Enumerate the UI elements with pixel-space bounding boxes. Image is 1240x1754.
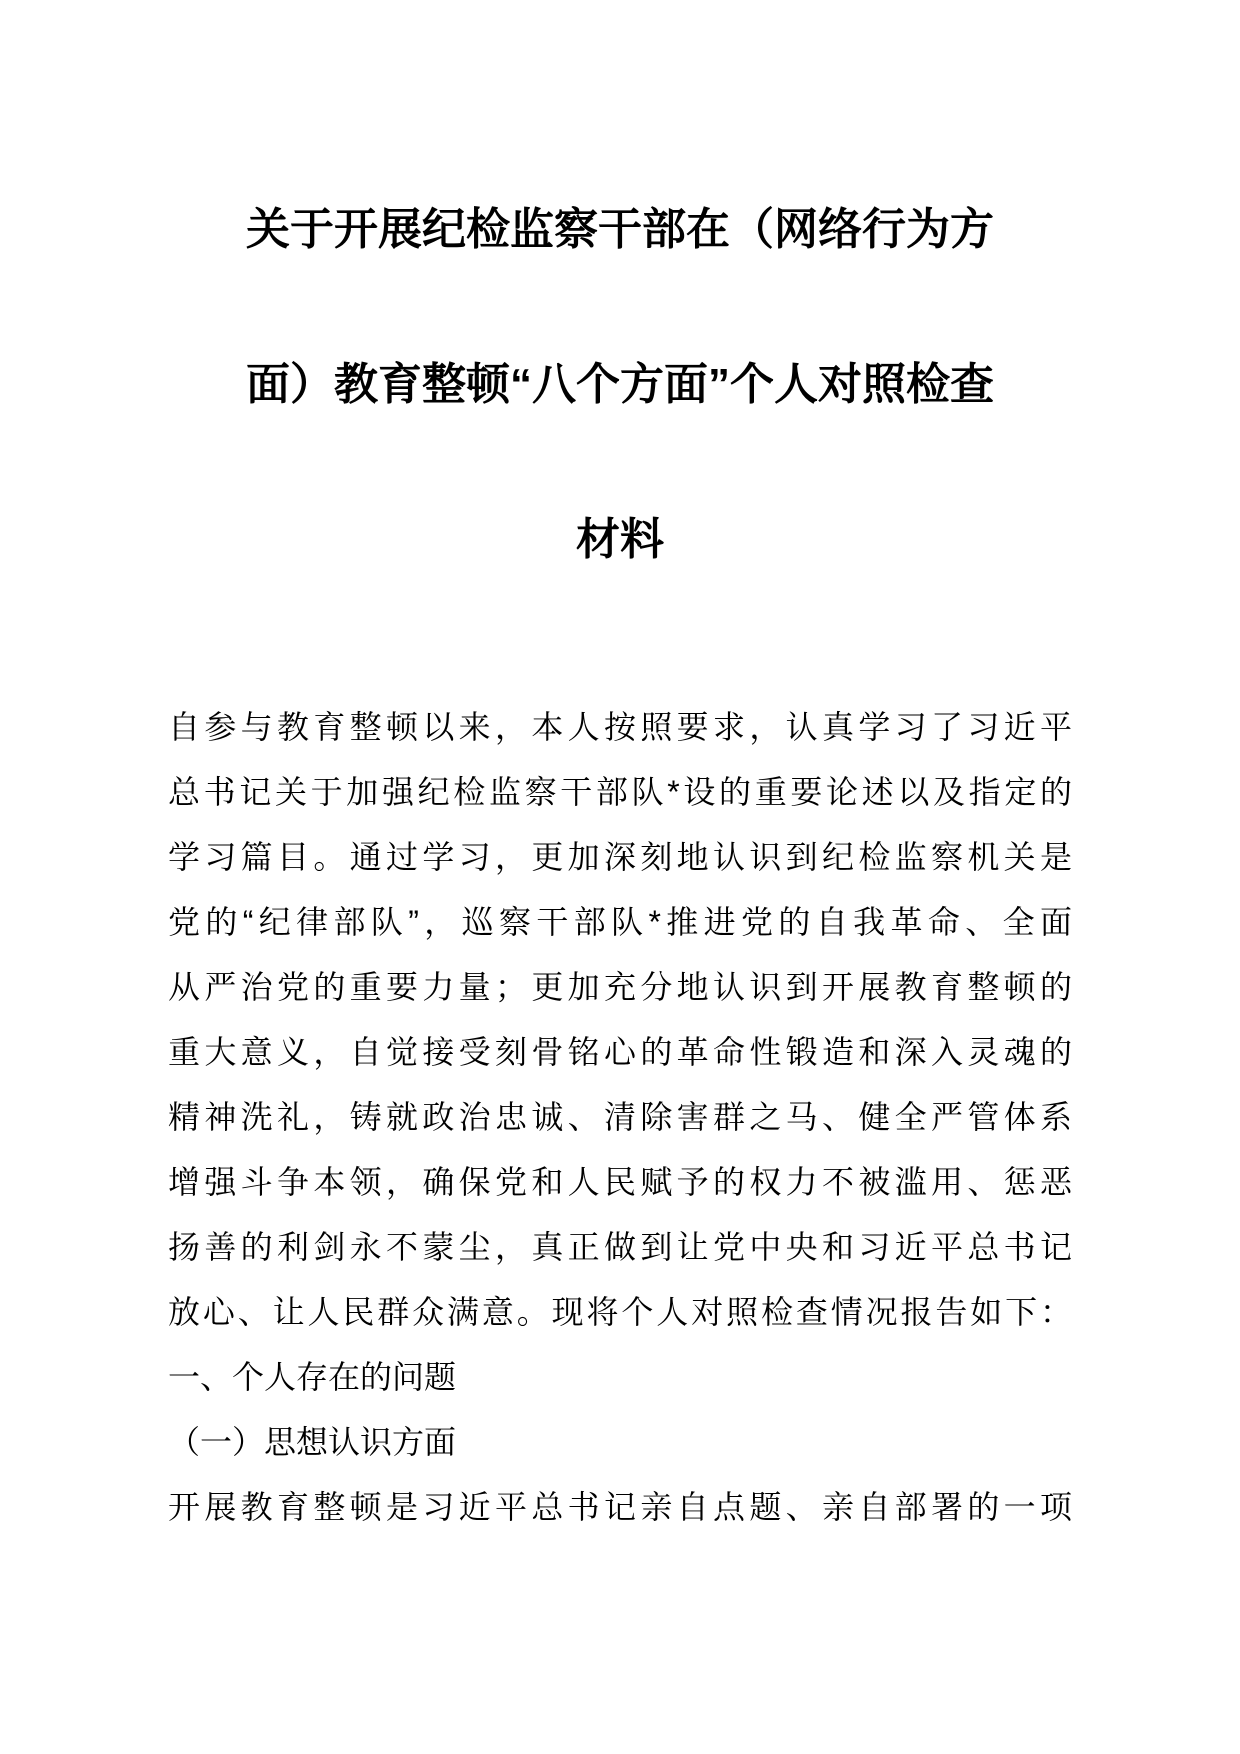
body-line: 增强斗争本领，确保党和人民赋予的权力不被滥用、惩恶 [168,1164,1072,1200]
body-line: 党的“纪律部队”，巡察干部队*推进党的自我革命、全面 [168,904,1072,940]
body-line: 开展教育整顿是习近平总书记亲自点题、亲自部署的一项 [168,1489,1072,1525]
body-line: 重大意义，自觉接受刻骨铭心的革命性锻造和深入灵魂的 [168,1034,1072,1070]
body-line: 放心、让人民群众满意。现将个人对照检查情况报告如下： [168,1294,1072,1330]
title-line-1: 关于开展纪检监察干部在（网络行为方 [246,205,994,254]
body-line: 从严治党的重要力量；更加充分地认识到开展教育整顿的 [168,969,1072,1005]
body-line-section-heading: 一、个人存在的问题 [168,1359,457,1395]
body-line-subsection-heading: （一）思想认识方面 [168,1424,457,1460]
title-line-3: 材料 [576,515,664,564]
body-line: 总书记关于加强纪检监察干部队*设的重要论述以及指定的 [168,774,1072,810]
title-line-2: 面）教育整顿“八个方面”个人对照检查 [246,360,994,409]
document-body [168,695,1072,1540]
body-line: 学习篇目。通过学习，更加深刻地认识到纪检监察机关是 [168,839,1072,875]
body-line: 扬善的利剑永不蒙尘，真正做到让党中央和习近平总书记 [168,1229,1072,1265]
document-title [168,152,1072,617]
body-line: 精神洗礼，铸就政治忠诚、清除害群之马、健全严管体系 [168,1099,1072,1135]
body-line: 自参与教育整顿以来，本人按照要求，认真学习了习近平 [168,709,1072,745]
